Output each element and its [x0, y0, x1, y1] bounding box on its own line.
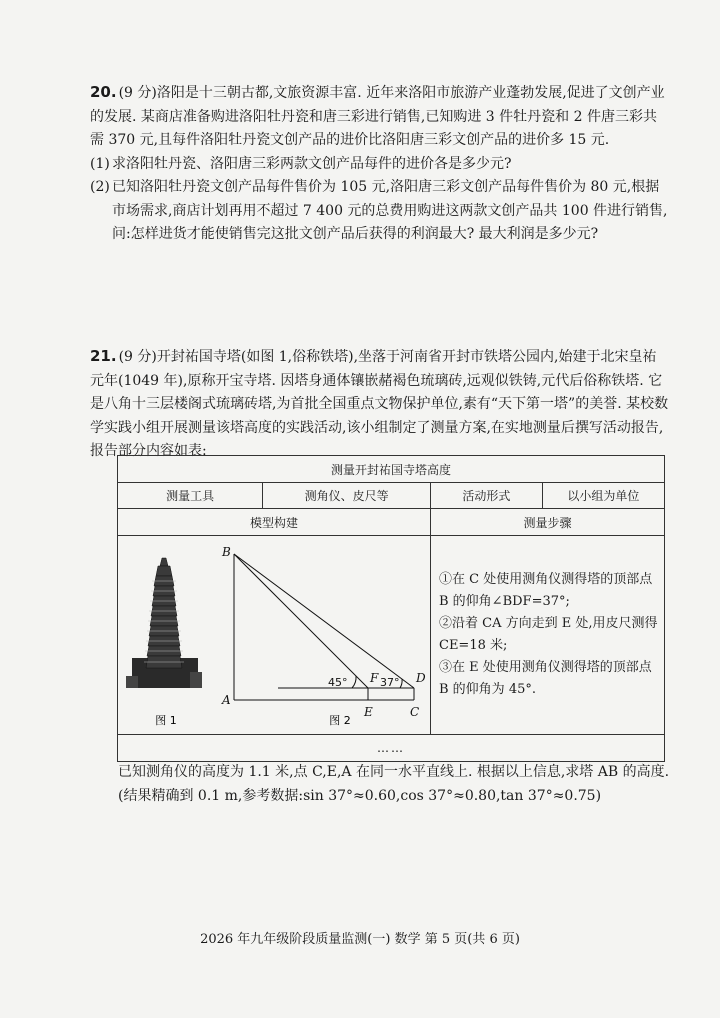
- q20-stem-block: [90, 81, 670, 153]
- form-value: 以小组为单位: [542, 483, 664, 509]
- q20-sub1-label: (1): [90, 155, 110, 172]
- point-C: C: [410, 705, 420, 719]
- point-B: B: [222, 545, 231, 559]
- figures-svg: [118, 536, 430, 734]
- q20-sub2-text: 已知洛阳牡丹瓷文创产品每件售价为 105 元,洛阳唐三彩文创产品每件售价为 80 元,根据市场需求,商店计划再用不超过 7 400 元的总费用购进这两款文创产品共 100 件进行销售,问:怎样进货才能使销售完这批文创产品后获得的利润最大? 最大利润是多少元?: [112, 179, 668, 242]
- step-1: ①在 C 处使用测角仪测得塔的顶部点 B 的仰角∠BDF=37°;: [439, 572, 653, 609]
- point-F: F: [370, 671, 379, 685]
- point-E: E: [364, 705, 373, 719]
- question-20: [90, 81, 670, 247]
- q20-number: 20.: [90, 83, 117, 101]
- q20-sub1: [90, 153, 670, 177]
- table-ellipsis: ……: [118, 735, 665, 762]
- tool-label: 测量工具: [118, 483, 263, 509]
- steps-label: 测量步骤: [431, 509, 665, 536]
- angle-45-label: 45°: [328, 676, 348, 689]
- q20-sub2-label: (2): [90, 179, 110, 195]
- model-figures: [118, 536, 431, 735]
- form-label: 活动形式: [431, 483, 543, 509]
- pagoda-figure: [126, 558, 202, 688]
- tool-value: 测角仪、皮尺等: [263, 483, 431, 509]
- angle-37-label: 37°: [380, 676, 400, 689]
- q21-tail: 已知测角仪的高度为 1.1 米,点 C,E,A 在同一水平直线上. 根据以上信息,求塔 AB 的高度. (结果精确到 0.1 m,参考数据:sin 37°≈0.60,cos 37°≈0.80,tan 37°≈0.75): [118, 764, 670, 804]
- step-3: ③在 E 处使用测角仪测得塔的顶部点 B 的仰角为 45°.: [439, 660, 652, 697]
- page-footer: 2026 年九年级阶段质量监测(一) 数学 第 5 页(共 6 页): [200, 932, 520, 947]
- q21-number: 21.: [90, 347, 117, 365]
- fig1-caption: 图 1: [155, 714, 177, 727]
- report-table: [117, 455, 665, 762]
- q21-stem: (9 分)开封祐国寺塔(如图 1,俗称铁塔),坐落于河南省开封市铁塔公园内,始建于北宋皇祐元年(1049 年),原称开宝寺塔. 因塔身通体镶嵌赭褐色琉璃砖,远观似铁铸,元代后俗称铁塔. 它是八角十三层楼阁式琉璃砖塔,为首批全国重点文物保护单位,素有“天下第一塔”的美誉. 某校数学实践小组开展测量该塔高度的实践活动,该小组制定了测量方案,在实地测量后撰写活动报告,报告部分内容如表:: [90, 349, 669, 459]
- fig2-caption: 图 2: [329, 714, 351, 727]
- table-title: 测量开封祐国寺塔高度: [118, 456, 665, 483]
- q20-sub2: [90, 176, 670, 247]
- point-D: D: [416, 671, 426, 685]
- question-21: [90, 345, 670, 464]
- step-2: ②沿着 CA 方向走到 E 处,用皮尺测得 CE=18 米;: [439, 616, 658, 653]
- point-A: A: [222, 693, 231, 707]
- q20-sub1-text: 求洛阳牡丹瓷、洛阳唐三彩两款文创产品每件的进价各是多少元?: [112, 155, 512, 172]
- steps-cell: [431, 536, 665, 735]
- q20-stem: (9 分)洛阳是十三朝古都,文旅资源丰富. 近年来洛阳市旅游产业蓬勃发展,促进了文创产业的发展. 某商店准备购进洛阳牡丹瓷和唐三彩进行销售,已知购进 3 件牡丹瓷和 2 件唐三彩共需 370 元,且每件洛阳牡丹瓷文创产品的进价比洛阳唐三彩文创产品的进价多 15 元.: [90, 85, 665, 148]
- model-label: 模型构建: [118, 509, 431, 536]
